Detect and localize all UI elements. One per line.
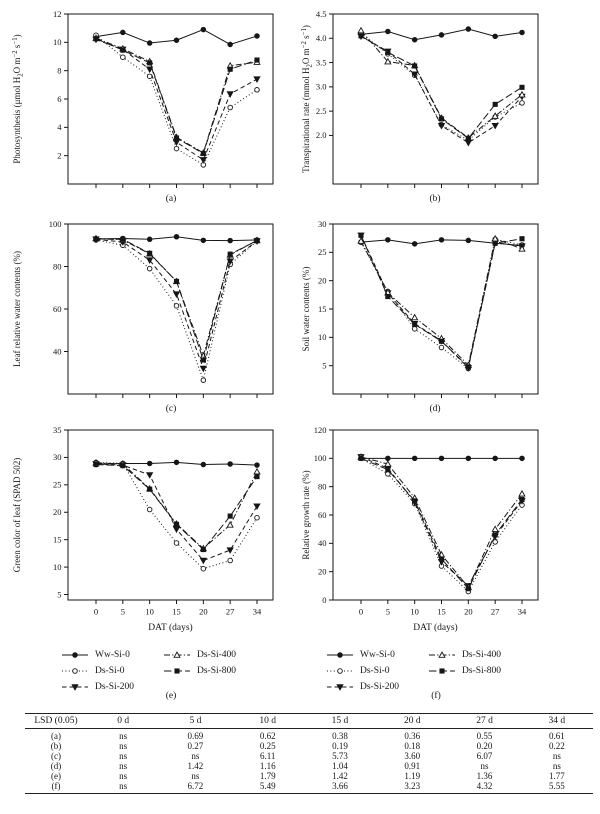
- y-tick-label: 80: [53, 261, 62, 272]
- lsd-value: 5.73: [332, 751, 348, 761]
- square-filled-legend-icon: [163, 666, 191, 676]
- square-filled-legend-icon: [428, 666, 456, 676]
- panel-c: [0, 210, 300, 420]
- chart-relative-growth-rate: [300, 420, 600, 644]
- table-row: [25, 771, 593, 781]
- lsd-value: 0.22: [548, 741, 565, 751]
- legend-entry-Ds-Si-800: [163, 663, 265, 679]
- legend-entry-Ds-Si-800: [428, 663, 530, 679]
- legend-entry-Ds-Si-0: [326, 663, 428, 679]
- y-axis-label: Photosynthesis (μmol $H_2O$ $m^{-2}$ $s^{-1}$): [11, 34, 25, 164]
- x-tick-label: 34: [252, 606, 262, 617]
- x-tick-label: 15: [437, 606, 446, 617]
- x-tick-label: 10: [145, 606, 154, 617]
- y-tick-label: 25: [53, 479, 62, 490]
- lsd-value: 6.11: [259, 751, 276, 761]
- panel-caption-f: (f): [431, 691, 441, 701]
- lsd-value: ns: [552, 751, 561, 761]
- y-tick-label: 5: [57, 589, 62, 600]
- lsd-value: 1.16: [259, 761, 276, 771]
- lsd-value: 4.32: [448, 781, 520, 794]
- series-Ds-Si-800: [94, 37, 259, 156]
- y-tick-label: 20: [53, 507, 62, 518]
- series-Ds-Si-0: [359, 456, 525, 594]
- legend-row: [0, 644, 600, 711]
- lsd-value: 3.23: [376, 781, 448, 794]
- lsd-value: ns: [552, 761, 561, 771]
- lsd-value: 1.36: [476, 771, 493, 781]
- x-tick-label: 27: [490, 606, 500, 617]
- series-Ww-Si-0: [94, 27, 260, 46]
- panel-b: [300, 0, 600, 210]
- lsd-header-day: 20 d: [376, 714, 448, 729]
- panel-caption-e: (e): [165, 691, 177, 701]
- legend-label: Ww-Si-0: [95, 650, 130, 660]
- lsd-value: 0.25: [259, 741, 276, 751]
- y-axis-label: Relative growth rate (%): [301, 470, 311, 560]
- legend-label: Ds-Si-400: [197, 650, 237, 660]
- y-tick-label: 4.5: [315, 8, 327, 19]
- legend-label: Ds-Si-800: [462, 666, 502, 676]
- y-axis-label: Soil water contents (%): [301, 266, 311, 352]
- legend-label: Ds-Si-800: [197, 666, 237, 676]
- legend-label: Ww-Si-0: [360, 650, 395, 660]
- series-Ww-Si-0: [359, 456, 525, 461]
- y-tick-label: 15: [53, 534, 62, 545]
- table-row: [25, 729, 593, 742]
- plot-border: [68, 224, 273, 394]
- panel-caption-b: (b): [429, 194, 441, 204]
- y-tick-label: 10: [53, 37, 62, 48]
- y-tick-label: 80: [318, 481, 327, 492]
- lsd-table: [25, 713, 593, 794]
- triangle-up-open-legend-icon: [163, 650, 191, 660]
- y-axis-label: Transpirational rate (mmol $H_2O$ $m^{-2}$ $s^{-1}$): [300, 25, 314, 173]
- lsd-value: ns: [480, 761, 489, 771]
- lsd-value: 0.38: [332, 731, 348, 741]
- panel-f: [300, 420, 600, 644]
- panel-d: [300, 210, 600, 420]
- y-tick-label: 6: [57, 93, 62, 104]
- panel-caption-c: (c): [165, 404, 177, 414]
- lsd-value: 0.36: [404, 731, 421, 741]
- lsd-value: ns: [119, 731, 128, 741]
- plot-border: [333, 224, 538, 394]
- lsd-value: 1.19: [404, 771, 421, 781]
- x-axis-label: DAT (days): [148, 623, 193, 633]
- legend-label: Ds-Si-200: [360, 682, 400, 692]
- table-row: [25, 781, 593, 794]
- y-tick-label: 20: [318, 566, 327, 577]
- lsd-table-body: [25, 729, 593, 794]
- y-tick-label: 40: [53, 346, 62, 357]
- x-tick-label: 0: [93, 606, 99, 617]
- lsd-value: 5.49: [232, 781, 304, 794]
- series-Ds-Si-800: [94, 237, 259, 362]
- y-tick-label: 30: [53, 452, 62, 463]
- legend-label: Ds-Si-0: [360, 666, 390, 676]
- y-tick-label: 100: [313, 453, 327, 464]
- table-row: [25, 761, 593, 771]
- legend-label: Ds-Si-400: [462, 650, 502, 660]
- y-tick-label: 120: [313, 424, 327, 435]
- legend-panel-f: [326, 647, 530, 695]
- y-tick-label: 25: [318, 247, 327, 258]
- y-tick-label: 2: [57, 150, 62, 161]
- legend-panel-e: [61, 647, 265, 695]
- lsd-value: 0.91: [404, 761, 421, 771]
- y-tick-label: 12: [53, 8, 62, 19]
- lsd-value: 0.19: [332, 741, 348, 751]
- series-Ds-Si-0: [359, 237, 525, 371]
- y-tick-label: 35: [53, 424, 62, 435]
- y-tick-label: 40: [318, 538, 327, 549]
- lsd-value: 3.66: [304, 781, 376, 794]
- legend-label: Ds-Si-0: [95, 666, 125, 676]
- y-axis-label: Green color of leaf (SPAD 502): [12, 457, 22, 573]
- lsd-header-day: 34 d: [521, 714, 593, 729]
- y-tick-label: 5: [322, 360, 327, 371]
- lsd-value: 5.55: [521, 781, 593, 794]
- lsd-value: 0.62: [259, 731, 276, 741]
- lsd-header-label: LSD (0.05): [25, 714, 87, 729]
- lsd-header-day: 15 d: [304, 714, 376, 729]
- x-tick-label: 20: [464, 606, 473, 617]
- lsd-value: 0.18: [404, 741, 421, 751]
- panel-caption-a: (a): [165, 194, 177, 204]
- row-label: (f): [25, 781, 87, 794]
- y-tick-label: 15: [318, 303, 327, 314]
- y-tick-label: 100: [48, 218, 62, 229]
- y-tick-label: 2.5: [315, 105, 327, 116]
- row-label: (b): [50, 741, 62, 751]
- y-tick-label: 10: [53, 561, 62, 572]
- lsd-value: 3.60: [404, 751, 421, 761]
- legend-entry-Ds-Si-400: [428, 647, 530, 663]
- chart-green-color-of-leaf: [0, 420, 300, 644]
- panel-caption-d: (d): [429, 404, 441, 414]
- row-label: (d): [50, 761, 62, 771]
- lsd-value: ns: [87, 781, 159, 794]
- panel-a: [0, 0, 300, 210]
- lsd-value: ns: [191, 751, 200, 761]
- series-Ds-Si-400: [358, 454, 525, 590]
- series-Ds-Si-0: [94, 33, 260, 167]
- row-label: (e): [51, 771, 61, 781]
- chart-photosynthesis: [0, 0, 300, 192]
- x-tick-label: 10: [410, 606, 419, 617]
- legend-entry-Ww-Si-0: [326, 647, 428, 663]
- y-axis-label: Leaf relative water contents (%): [12, 251, 22, 367]
- y-tick-label: 0: [322, 594, 327, 605]
- y-tick-label: 60: [53, 303, 62, 314]
- circle-filled-legend-icon: [61, 650, 89, 660]
- y-tick-label: 60: [318, 509, 327, 520]
- lsd-value: 0.69: [187, 731, 204, 741]
- circle-filled-legend-icon: [326, 650, 354, 660]
- plot-border: [333, 14, 538, 184]
- series-Ds-Si-800: [94, 462, 259, 551]
- series-Ww-Si-0: [359, 27, 525, 42]
- panel-e: [0, 420, 300, 644]
- triangle-up-open-legend-icon: [428, 650, 456, 660]
- lsd-value: 0.55: [476, 731, 493, 741]
- x-tick-label: 5: [385, 606, 390, 617]
- lsd-value: 0.61: [548, 731, 565, 741]
- legend-entry-Ds-Si-0: [61, 663, 163, 679]
- y-tick-label: 20: [318, 275, 327, 286]
- lsd-value: 1.77: [548, 771, 565, 781]
- lsd-header-day: 10 d: [232, 714, 304, 729]
- y-tick-label: 4: [57, 122, 62, 133]
- lsd-value: 1.42: [187, 761, 204, 771]
- lsd-value: 6.72: [159, 781, 231, 794]
- x-tick-label: 0: [358, 606, 364, 617]
- lsd-header-day: 5 d: [159, 714, 231, 729]
- lsd-header-day: 0 d: [87, 714, 159, 729]
- y-tick-label: 10: [318, 332, 327, 343]
- plot-border: [68, 430, 273, 600]
- x-tick-label: 27: [225, 606, 235, 617]
- lsd-value: ns: [119, 751, 128, 761]
- lsd-value: 1.42: [332, 771, 348, 781]
- legend-entry-Ww-Si-0: [61, 647, 163, 663]
- y-tick-label: 8: [57, 65, 62, 76]
- chart-soil-water-contents: [300, 210, 600, 402]
- table-row: [25, 751, 593, 761]
- lsd-value: 1.04: [332, 761, 348, 771]
- y-tick-label: 3.0: [315, 81, 327, 92]
- y-tick-label: 3.5: [315, 57, 327, 68]
- x-tick-label: 15: [172, 606, 181, 617]
- table-row: [25, 741, 593, 751]
- circle-open-legend-icon: [326, 666, 354, 676]
- series-Ds-Si-200: [93, 37, 260, 163]
- lsd-value: 0.20: [476, 741, 493, 751]
- row-label: (a): [51, 731, 61, 741]
- lsd-table-header: [25, 714, 593, 729]
- series-Ds-Si-0: [94, 238, 260, 383]
- x-tick-label: 5: [120, 606, 125, 617]
- lsd-value: 6.07: [476, 751, 493, 761]
- lsd-value: ns: [119, 741, 128, 751]
- series-Ds-Si-400: [93, 460, 260, 551]
- lsd-value: ns: [119, 771, 128, 781]
- x-tick-label: 20: [199, 606, 208, 617]
- x-tick-label: 34: [517, 606, 527, 617]
- row-label: (c): [51, 751, 61, 761]
- legend-label: Ds-Si-200: [95, 682, 135, 692]
- lsd-header-day: 27 d: [448, 714, 520, 729]
- lsd-value: 0.27: [187, 741, 204, 751]
- y-tick-label: 4.0: [315, 33, 327, 44]
- lsd-value: ns: [191, 771, 200, 781]
- lsd-value: ns: [119, 761, 128, 771]
- legend-entry-Ds-Si-400: [163, 647, 265, 663]
- lsd-value: 1.79: [259, 771, 276, 781]
- x-axis-label: DAT (days): [413, 623, 458, 633]
- chart-leaf-relative-water-contents: [0, 210, 300, 402]
- y-tick-label: 2.0: [315, 130, 327, 141]
- series-Ww-Si-0: [94, 460, 260, 467]
- series-Ds-Si-200: [93, 462, 260, 564]
- circle-open-legend-icon: [61, 666, 89, 676]
- chart-transpirational-rate: [300, 0, 600, 192]
- y-tick-label: 30: [318, 218, 327, 229]
